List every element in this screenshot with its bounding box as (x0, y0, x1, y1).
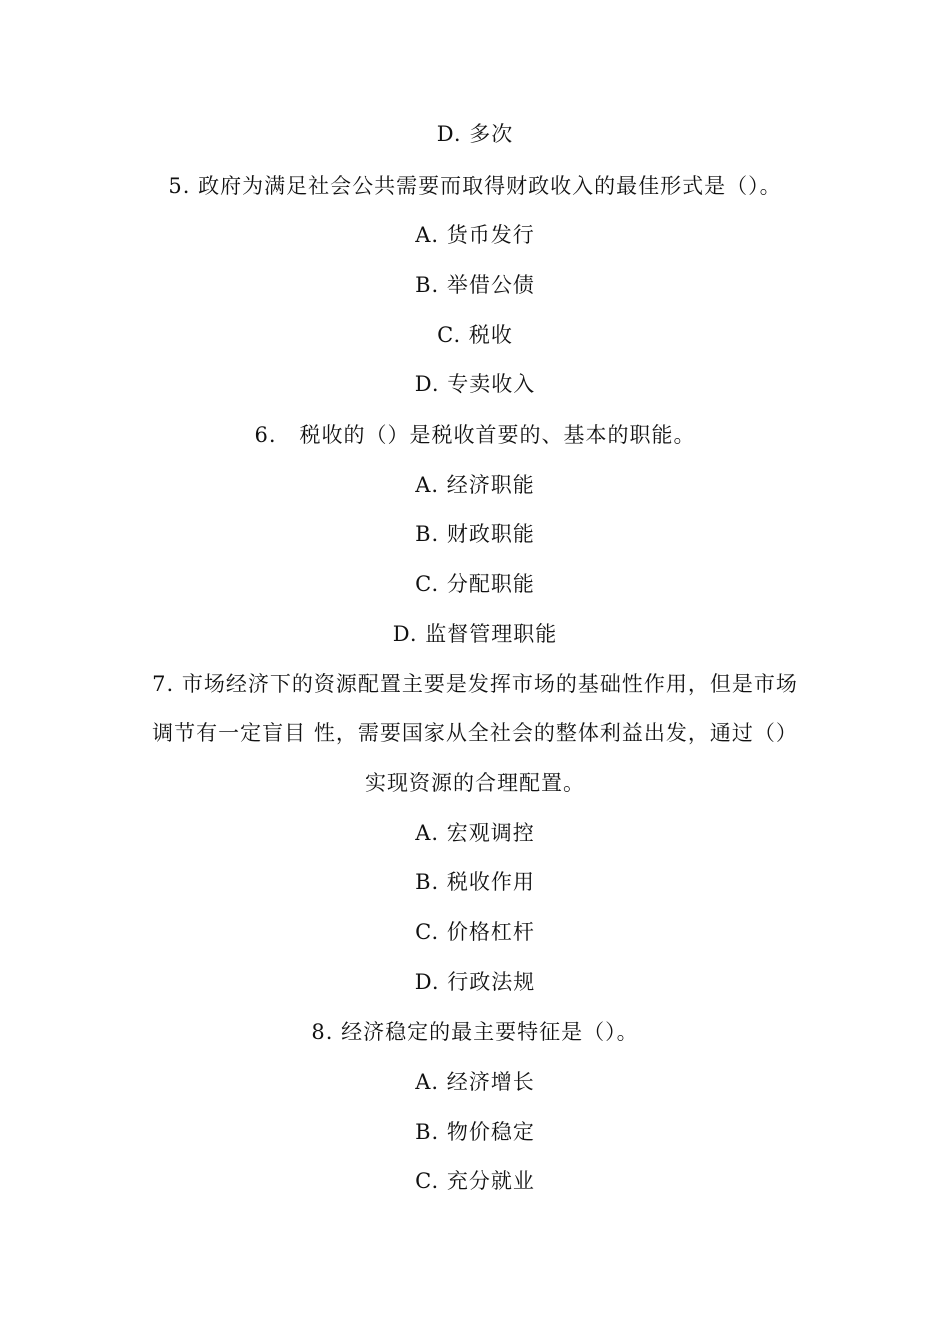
q5-option-d: D. 专卖收入 (414, 372, 536, 396)
q7-option-a: A. 宏观调控 (415, 821, 535, 845)
q8-option-c: C. 充分就业 (415, 1169, 535, 1193)
q6-option-d: D. 监督管理职能 (392, 622, 558, 646)
q8-option-b: B. 物价稳定 (415, 1120, 535, 1144)
q4-option-d: D. 多次 (436, 122, 514, 146)
question-7-line-1: 7. 市场经济下的资源配置主要是发挥市场的基础性作用，但是市场 (152, 672, 798, 696)
q6-option-b: B. 财政职能 (415, 522, 535, 546)
q7-option-c: C. 价格杠杆 (415, 920, 535, 944)
q5-option-c: C. 税收 (437, 323, 513, 347)
q5-option-a: A. 货币发行 (415, 223, 535, 247)
question-5: 5. 政府为满足社会公共需要而取得财政收入的最佳形式是（）。 (168, 174, 782, 198)
q7-option-b: B. 税收作用 (415, 870, 535, 894)
q8-option-a: A. 经济增长 (415, 1070, 535, 1094)
q6-option-c: C. 分配职能 (415, 572, 535, 596)
question-6: 6. 税收的（）是税收首要的、基本的职能。 (254, 423, 696, 447)
question-8: 8. 经济稳定的最主要特征是（）。 (311, 1020, 639, 1044)
question-7-line-3: 实现资源的合理配置。 (365, 771, 585, 795)
q5-option-b: B. 举借公债 (415, 273, 535, 297)
q7-option-d: D. 行政法规 (414, 970, 536, 994)
q6-option-a: A. 经济职能 (415, 473, 535, 497)
question-7-line-2: 调节有一定盲目 性，需要国家从全社会的整体利益出发，通过（） (152, 721, 798, 745)
